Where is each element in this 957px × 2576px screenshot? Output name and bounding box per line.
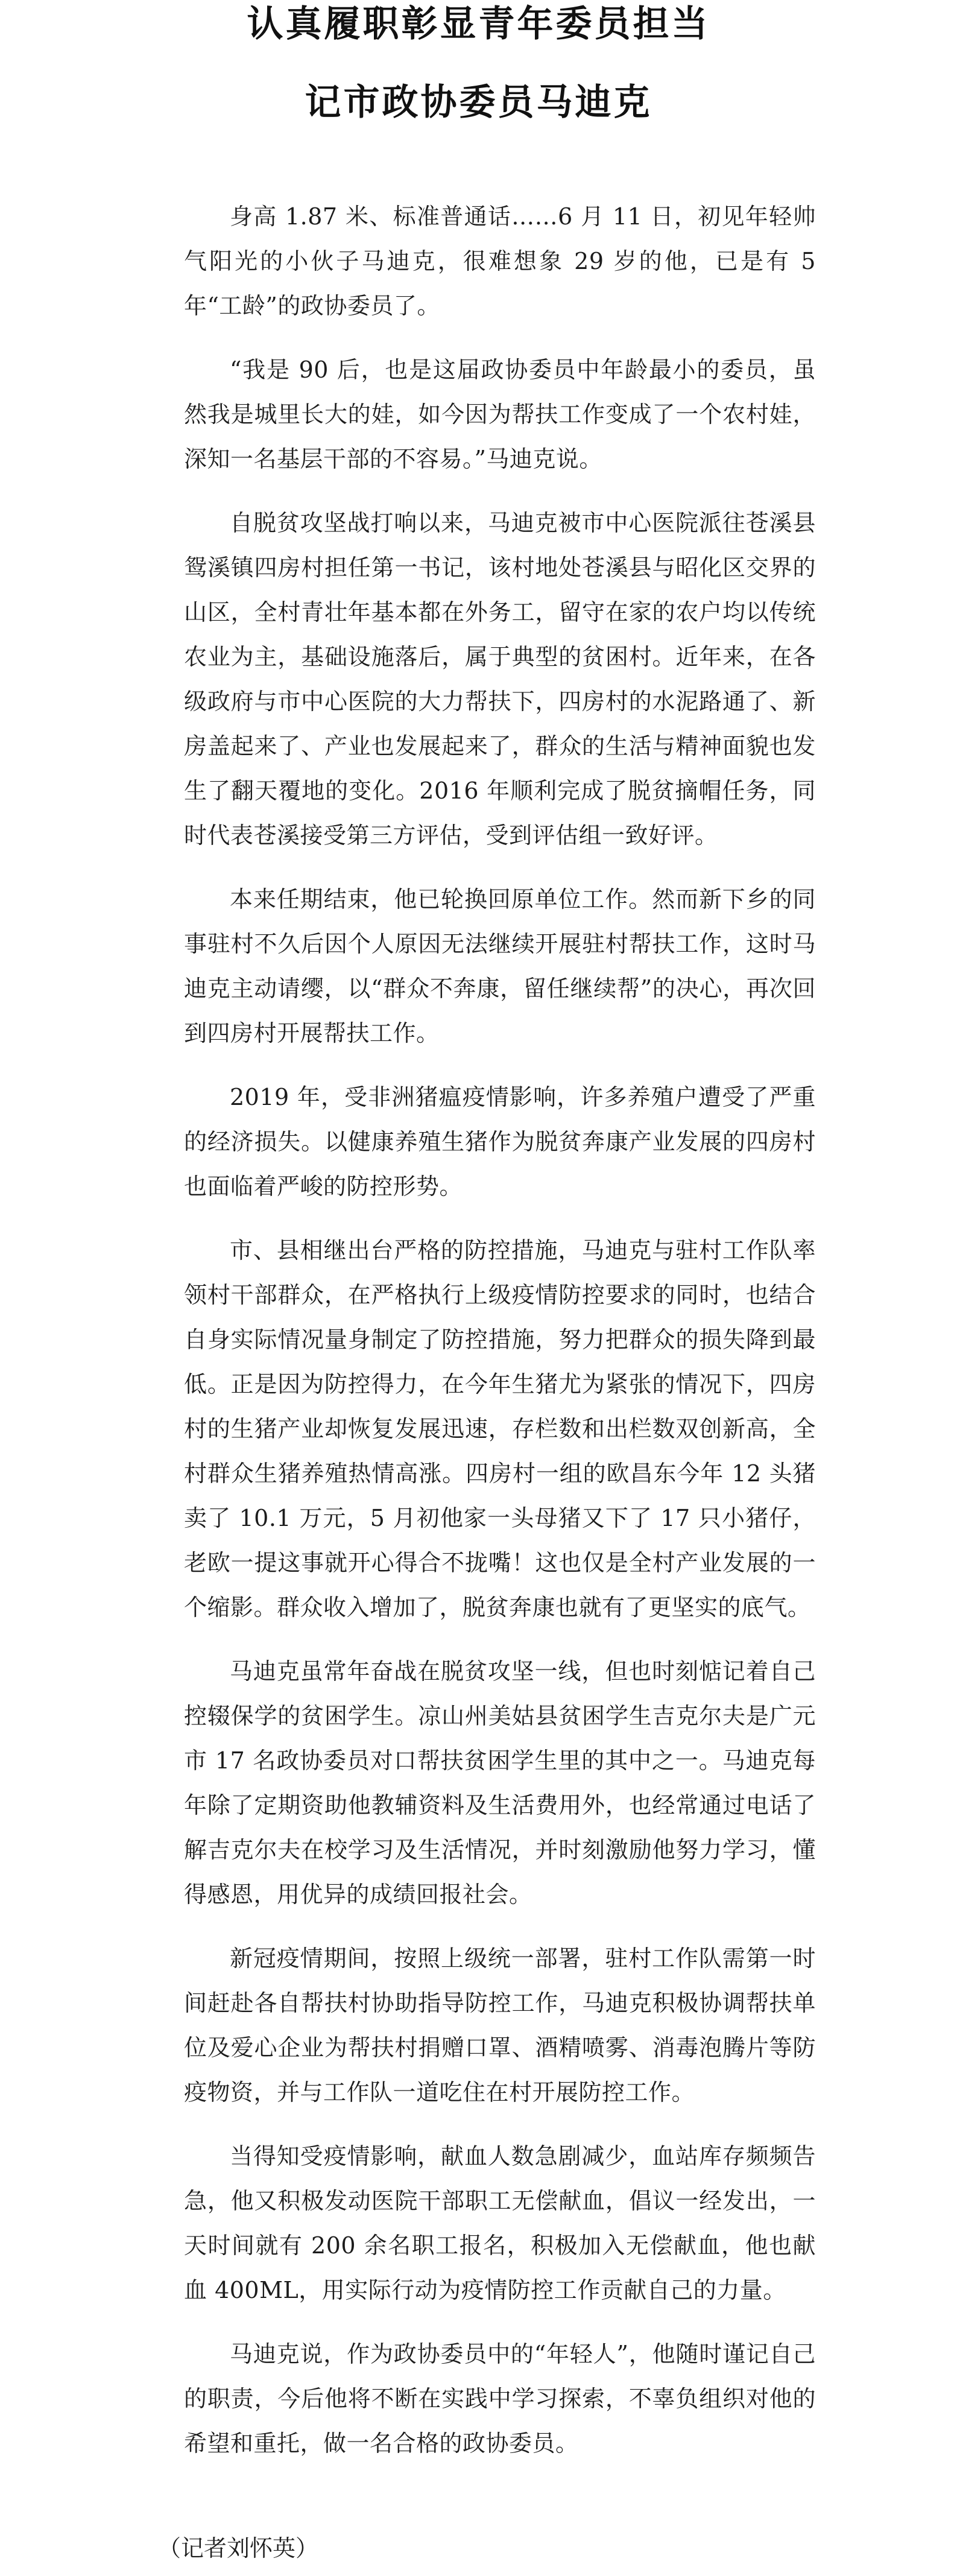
- article-paragraph: 本来任期结束，他已轮换回原单位工作。然而新下乡的同事驻村不久后因个人原因无法继续开展驻村帮扶工作，这时马迪克主动请缨，以“群众不奔康，留任继续帮”的决心，再次回到四房村开展帮扶工作。: [184, 886, 816, 1046]
- sub-headline: 记市政协委员马迪克: [305, 81, 652, 124]
- article-paragraph: “我是 90 后，也是这届政协委员中年龄最小的委员，虽然我是城里长大的娃，如今因为帮扶工作变成了一个农村娃，深知一名基层干部的不容易。”马迪克说。: [184, 356, 816, 472]
- article-paragraph: 市、县相继出台严格的防控措施，马迪克与驻村工作队率领村干部群众，在严格执行上级疫情防控要求的同时，也结合自身实际情况量身制定了防控措施，努力把群众的损失降到最低。正是因为防控得力，在今年生猪尤为紧张的情况下，四房村的生猪产业却恢复发展迅速，存栏数和出栏数双创新高，全村群众生猪养殖热情高涨。四房村一组的欧昌东今年 12 头猪卖了 10.1 万元，5 月初他家一头母猪又下了 17 只小猪仔，老欧一提这事就开心得合不拢嘴！这也仅是全村产业发展的一个缩影。群众收入增加了，脱贫奔康也就有了更坚实的底气。: [184, 1237, 816, 1621]
- article-body: [184, 194, 816, 2485]
- reporter-byline: （记者刘怀英）: [158, 2535, 319, 2562]
- article-paragraph: 自脱贫攻坚战打响以来，马迪克被市中心医院派往苍溪县鸳溪镇四房村担任第一书记，该村地处苍溪县与昭化区交界的山区，全村青壮年基本都在外务工，留守在家的农户均以传统农业为主，基础设施落后，属于典型的贫困村。近年来，在各级政府与市中心医院的大力帮扶下，四房村的水泥路通了、新房盖起来了、产业也发展起来了，群众的生活与精神面貌也发生了翻天覆地的变化。2016 年顺利完成了脱贫摘帽任务，同时代表苍溪接受第三方评估，受到评估组一致好评。: [184, 510, 816, 849]
- article-paragraph: 马迪克说，作为政协委员中的“年轻人”，他随时谨记自己的职责，今后他将不断在实践中学习探索，不辜负组织对他的希望和重托，做一名合格的政协委员。: [184, 2341, 816, 2457]
- article-paragraph: 马迪克虽常年奋战在脱贫攻坚一线，但也时刻惦记着自己控辍保学的贫困学生。凉山州美姑县贫困学生吉克尔夫是广元市 17 名政协委员对口帮扶贫困学生里的其中之一。马迪克每年除了定期资助他教辅资料及生活费用外，也经常通过电话了解吉克尔夫在校学习及生活情况，并时刻激励他努力学习，懂得感恩，用优异的成绩回报社会。: [184, 1658, 816, 1908]
- headline: 认真履职彰显青年委员担当: [247, 3, 710, 45]
- article-paragraph: 当得知受疫情影响，献血人数急剧减少，血站库存频频告急，他又积极发动医院干部职工无偿献血，倡议一经发出，一天时间就有 200 余名职工报名，积极加入无偿献血，他也献血 400ML，用实际行动为疫情防控工作贡献自己的力量。: [184, 2143, 816, 2303]
- article-paragraph: 新冠疫情期间，按照上级统一部署，驻村工作队需第一时间赶赴各自帮扶村协助指导防控工作，马迪克积极协调帮扶单位及爱心企业为帮扶村捐赠口罩、酒精喷雾、消毒泡腾片等防疫物资，并与工作队一道吃住在村开展防控工作。: [184, 1945, 816, 2106]
- article-paragraph: 身高 1.87 米、标准普通话……6 月 11 日，初见年轻帅气阳光的小伙子马迪克，很难想象 29 岁的他，已是有 5 年“工龄”的政协委员了。: [184, 203, 816, 319]
- article-paragraph: 2019 年，受非洲猪瘟疫情影响，许多养殖户遭受了严重的经济损失。以健康养殖生猪作为脱贫奔康产业发展的四房村也面临着严峻的防控形势。: [184, 1084, 816, 1200]
